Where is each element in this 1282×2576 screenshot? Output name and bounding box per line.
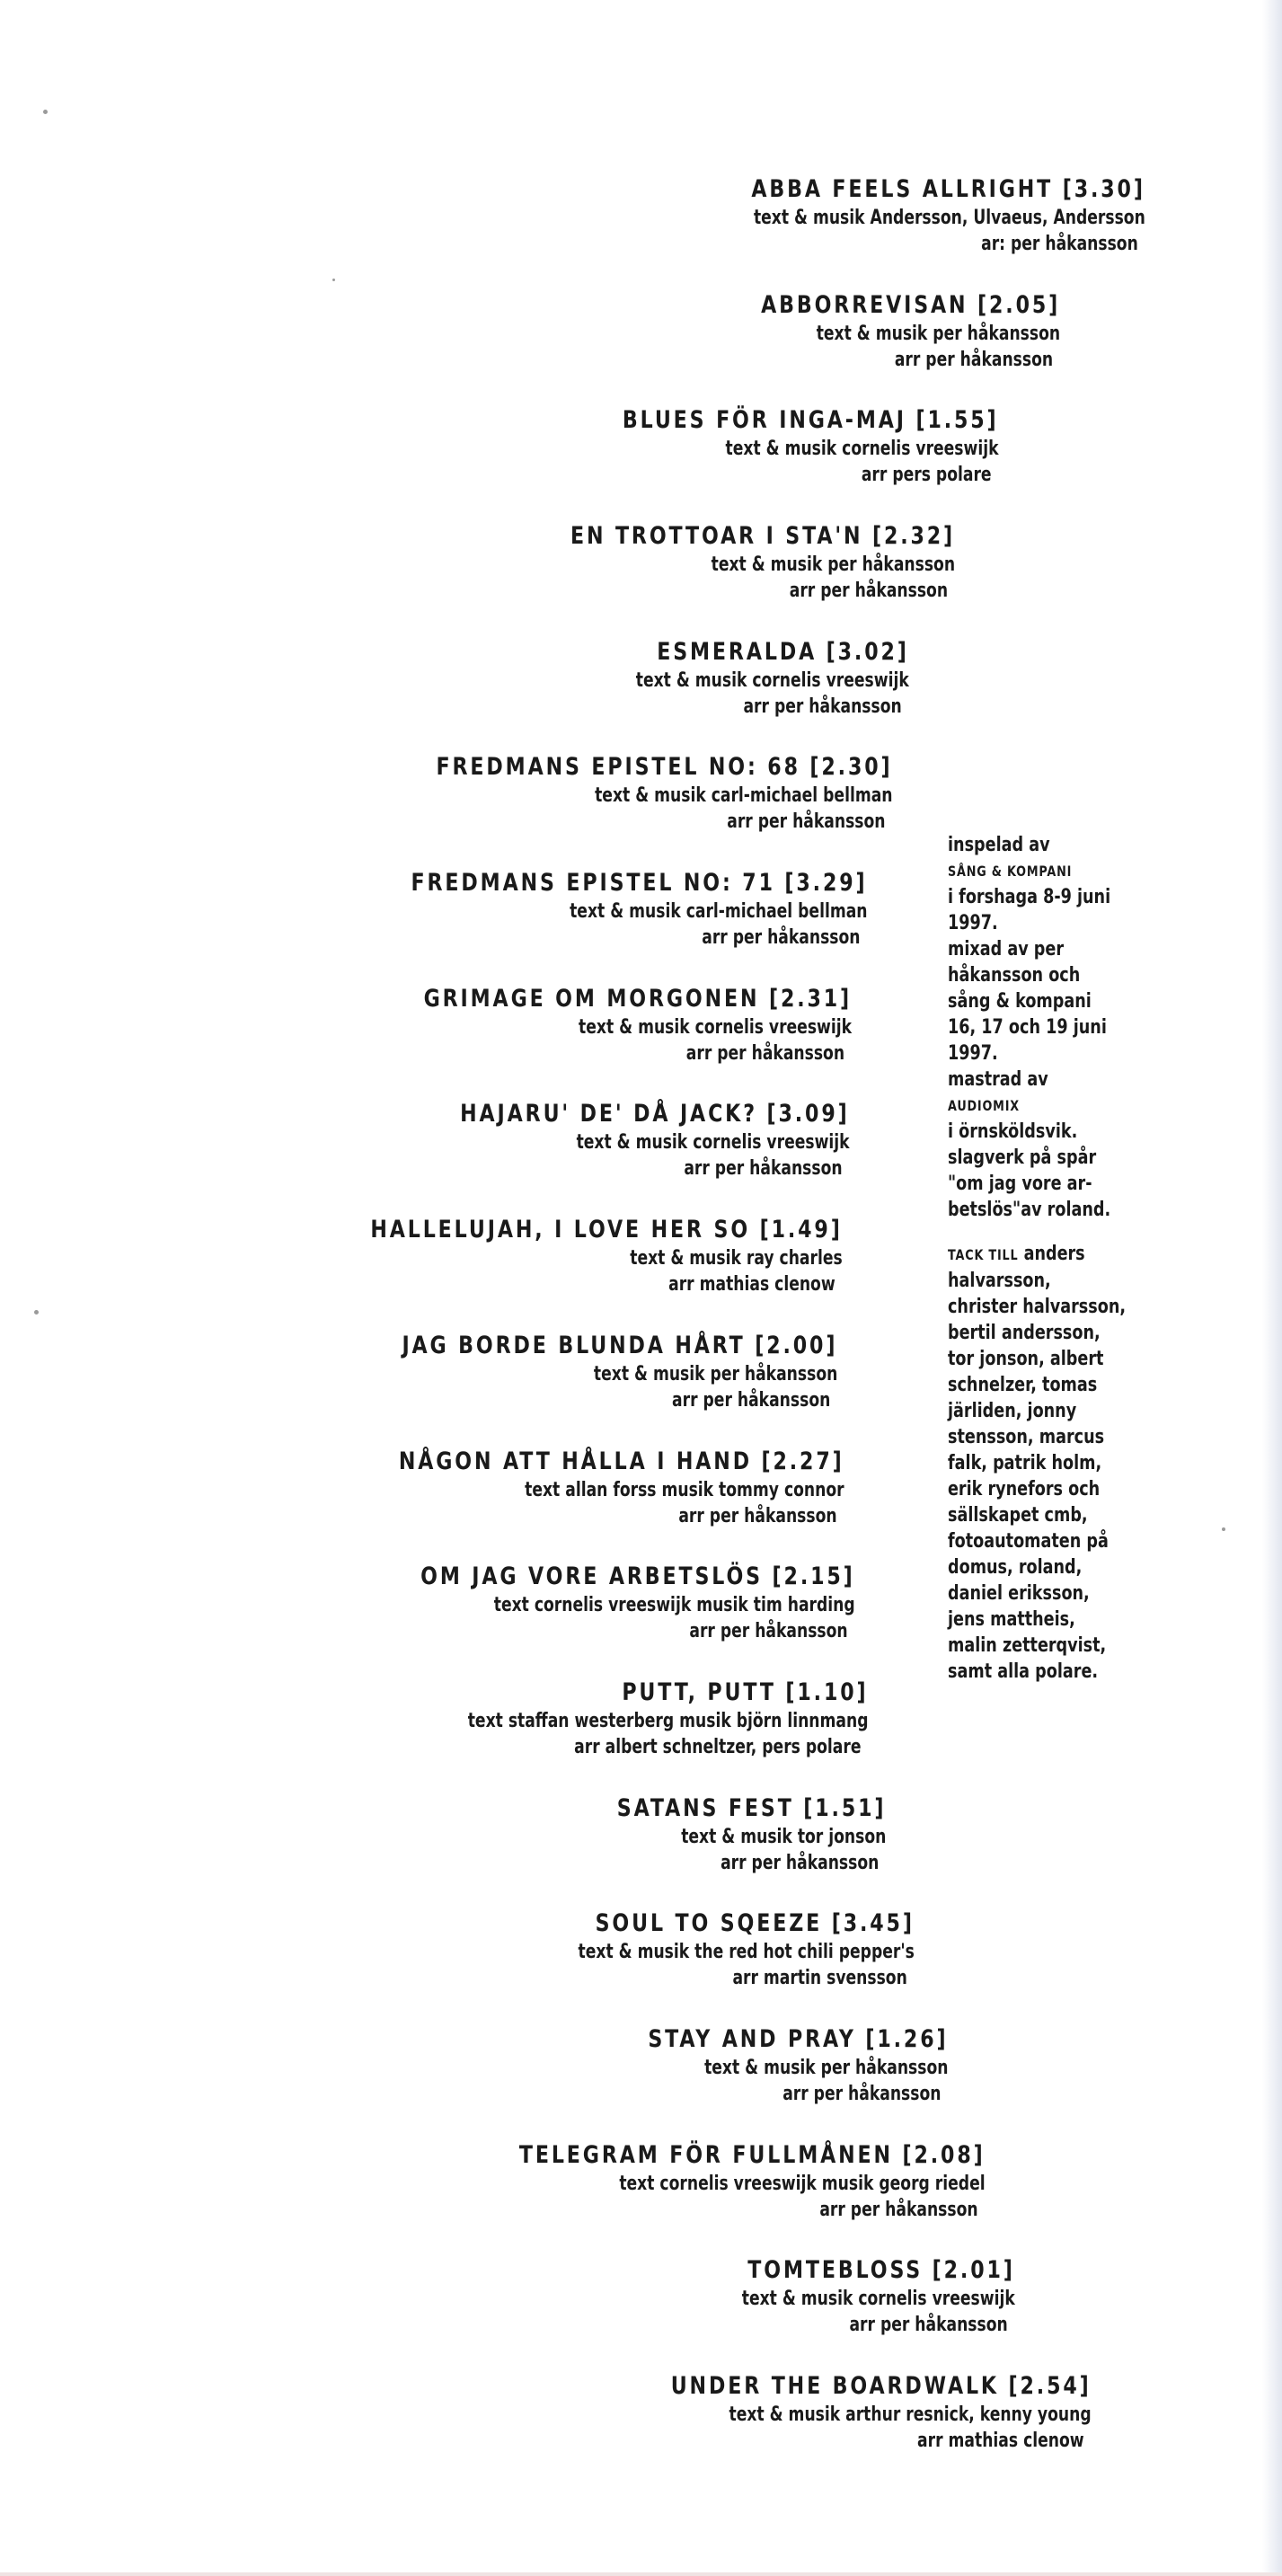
track-arranger: arr per håkansson (689, 1620, 848, 1642)
thanks-line: daniel eriksson, (948, 1582, 1090, 1605)
track-arranger: arr albert schneltzer, pers polare (573, 1736, 861, 1758)
track-arranger: arr per håkansson (789, 580, 948, 602)
track-credit: text & musik the red hot chili pepper's (578, 1941, 915, 1963)
track-arranger: arr per håkansson (671, 1389, 830, 1412)
track-credit: text allan forss musik tommy connor (525, 1479, 844, 1501)
track-title: HALLELUJAH, I LOVE HER SO [1.49] (370, 1216, 843, 1244)
recording-line: i forshaga 8-9 juni (948, 886, 1111, 908)
dust-speck (1222, 1527, 1225, 1531)
track-arranger: arr per håkansson (819, 2199, 978, 2221)
track-title: FREDMANS EPISTEL NO: 68 [2.30] (436, 753, 893, 781)
thanks-line: samt alla polare. (948, 1660, 1099, 1683)
track-entry (375, 1099, 850, 1182)
dust-speck (332, 279, 335, 281)
page-edge-shadow (1262, 0, 1282, 2576)
recording-line: i örnsköldsvik. (948, 1120, 1078, 1143)
thanks-line: jens mattheis, (948, 1608, 1075, 1631)
track-arranger: ar: per håkansson (981, 233, 1138, 255)
track-entry (695, 290, 1060, 373)
track-entry (311, 868, 868, 951)
track-credit: text & musik per håkansson (593, 1363, 837, 1385)
thanks-line: halvarsson, (948, 1270, 1051, 1292)
track-credit: text & musik arthur resnick, kenny young (729, 2403, 1092, 2426)
recording-line: håkansson och (948, 964, 1081, 987)
track-entry (559, 637, 909, 720)
track-entry (582, 2024, 948, 2107)
track-entry (540, 405, 999, 488)
recording-line: betslös"av roland. (948, 1199, 1111, 1221)
track-arranger: arr per håkansson (678, 1505, 837, 1527)
track-entry (483, 1908, 915, 1991)
track-entry (330, 984, 852, 1067)
track-entry (417, 2140, 986, 2223)
track-credit: text & musik cornelis vreeswijk (578, 1016, 852, 1039)
track-credit: text & musik cornelis vreeswijk (576, 1131, 850, 1154)
thanks-line: falk, patrik holm, (948, 1452, 1102, 1474)
thanks-first-name: anders (1023, 1243, 1085, 1265)
thanks-line: domus, roland, (948, 1556, 1083, 1579)
thanks-label: TACK TILL (948, 1246, 1019, 1263)
track-title: ABBA FEELS ALLRIGHT [3.30] (751, 175, 1145, 203)
track-entry (643, 174, 1145, 257)
track-arranger: arr per håkansson (743, 695, 902, 718)
track-title: FREDMANS EPISTEL NO: 71 [3.29] (411, 869, 868, 897)
track-arranger: arr per håkansson (727, 810, 886, 833)
track-entry (325, 1562, 855, 1644)
track-title: PUTT, PUTT [1.10] (621, 1678, 868, 1706)
track-credit: text & musik cornelis vreeswijk (725, 438, 999, 460)
track-entry (579, 2371, 1092, 2454)
track-credit: text staffan westerberg musik björn linnmang (467, 1710, 868, 1732)
recording-line: 1997. (948, 1042, 998, 1065)
thanks-line: järliden, jonny (948, 1400, 1077, 1422)
track-title: STAY AND PRAY [1.26] (647, 2025, 948, 2053)
track-arranger: arr per håkansson (849, 2314, 1008, 2336)
track-title: EN TROTTOAR I STA'N [2.32] (570, 522, 955, 550)
thanks-line: erik rynefors och (948, 1478, 1101, 1500)
track-title: HAJARU' DE' DÅ JACK? [3.09] (460, 1100, 850, 1128)
track-title: SATANS FEST [1.51] (616, 1794, 886, 1822)
track-arranger: arr mathias clenow (917, 2430, 1084, 2452)
track-title: UNDER THE BOARDWALK [2.54] (671, 2372, 1092, 2400)
track-arranger: arr per håkansson (684, 1157, 843, 1180)
track-title: NÅGON ATT HÅLLA I HAND [2.27] (399, 1447, 844, 1475)
track-title: ESMERALDA [3.02] (657, 638, 909, 666)
track-title: OM JAG VORE ARBETSLÖS [2.15] (420, 1562, 855, 1590)
track-entry (486, 521, 955, 604)
track-title: GRIMAGE OM MORGONEN [2.31] (423, 985, 852, 1013)
track-credit: text & musik tor jonson (680, 1826, 886, 1848)
track-arranger: arr pers polare (862, 464, 992, 486)
track-credit: text & musik per håkansson (703, 2057, 948, 2079)
thanks-line: stensson, marcus (948, 1426, 1105, 1448)
recording-line: 16, 17 och 19 juni (948, 1016, 1107, 1039)
track-arranger: arr per håkansson (702, 926, 861, 949)
thanks-line: malin zetterqvist, (948, 1634, 1107, 1657)
track-entry (355, 1677, 868, 1760)
track-title: SOUL TO SQEEZE [3.45] (595, 1909, 915, 1937)
thanks-list (948, 1268, 1185, 1685)
track-arranger: arr per håkansson (894, 349, 1053, 371)
track-arranger: arr per håkansson (782, 2083, 941, 2105)
credits-notes (948, 832, 1185, 1685)
track-credit: text & musik carl-michael bellman (570, 900, 868, 923)
track-arranger: arr per håkansson (685, 1042, 844, 1065)
thanks-line: schnelzer, tomas (948, 1374, 1098, 1396)
notes-spacer (948, 1223, 1185, 1241)
recording-info (948, 832, 1185, 1223)
track-title: TELEGRAM FÖR FULLMÅNEN [2.08] (519, 2141, 986, 2169)
track-credit: text cornelis vreeswijk musik tim harding (494, 1594, 855, 1616)
recording-line: 1997. (948, 912, 998, 934)
track-credit: text & musik per håkansson (816, 323, 1060, 345)
track-entry (665, 2255, 1015, 2338)
track-credit: text & musik ray charles (630, 1247, 843, 1270)
dust-speck (43, 110, 48, 114)
track-arranger: arr mathias clenow (668, 1273, 836, 1296)
recording-line: AUDIOMIX (948, 1097, 1020, 1114)
thanks-line: bertil andersson, (948, 1322, 1101, 1344)
track-arranger: arr martin svensson (732, 1967, 907, 1989)
track-credit: text & musik cornelis vreeswijk (741, 2288, 1015, 2310)
thanks-line: tor jonson, albert (948, 1348, 1104, 1370)
track-title: JAG BORDE BLUNDA HÅRT [2.00] (402, 1332, 837, 1359)
track-entry (267, 1215, 843, 1297)
thanks-line: sällskapet cmb, (948, 1504, 1088, 1527)
recording-line: SÅNG & KOMPANI (948, 863, 1073, 880)
track-entry (301, 1447, 844, 1529)
track-title: TOMTEBLOSS [2.01] (747, 2256, 1015, 2284)
thanks-line: christer halvarsson, (948, 1296, 1127, 1318)
recording-line: mixad av per (948, 938, 1065, 960)
recording-line: "om jag vore ar- (948, 1173, 1092, 1195)
track-arranger: arr per håkansson (720, 1852, 879, 1874)
track-credit: text & musik per håkansson (711, 553, 955, 576)
track-entry (306, 1331, 837, 1413)
track-title: BLUES FÖR INGA-MAJ [1.55] (623, 406, 999, 434)
recording-line: slagverk på spår (948, 1146, 1097, 1169)
thanks-line: fotoautomaten på (948, 1530, 1109, 1553)
track-credit: text & musik cornelis vreeswijk (635, 669, 909, 692)
dust-speck (34, 1310, 39, 1315)
recording-line: mastrad av (948, 1068, 1048, 1091)
recording-line: sång & kompani (948, 990, 1092, 1013)
recording-line: inspelad av (948, 834, 1050, 856)
page-bottom-edge (0, 2572, 1282, 2576)
track-entry (558, 1793, 886, 1876)
thanks-heading-line (948, 1241, 1185, 1268)
track-credit: text & musik Andersson, Ulvaeus, Andersson (754, 207, 1145, 229)
track-credit: text & musik carl-michael bellman (595, 784, 893, 807)
track-entry (336, 752, 893, 835)
track-title: ABBORREVISAN [2.05] (760, 291, 1060, 319)
track-credit: text cornelis vreeswijk musik georg riedel (619, 2173, 986, 2195)
